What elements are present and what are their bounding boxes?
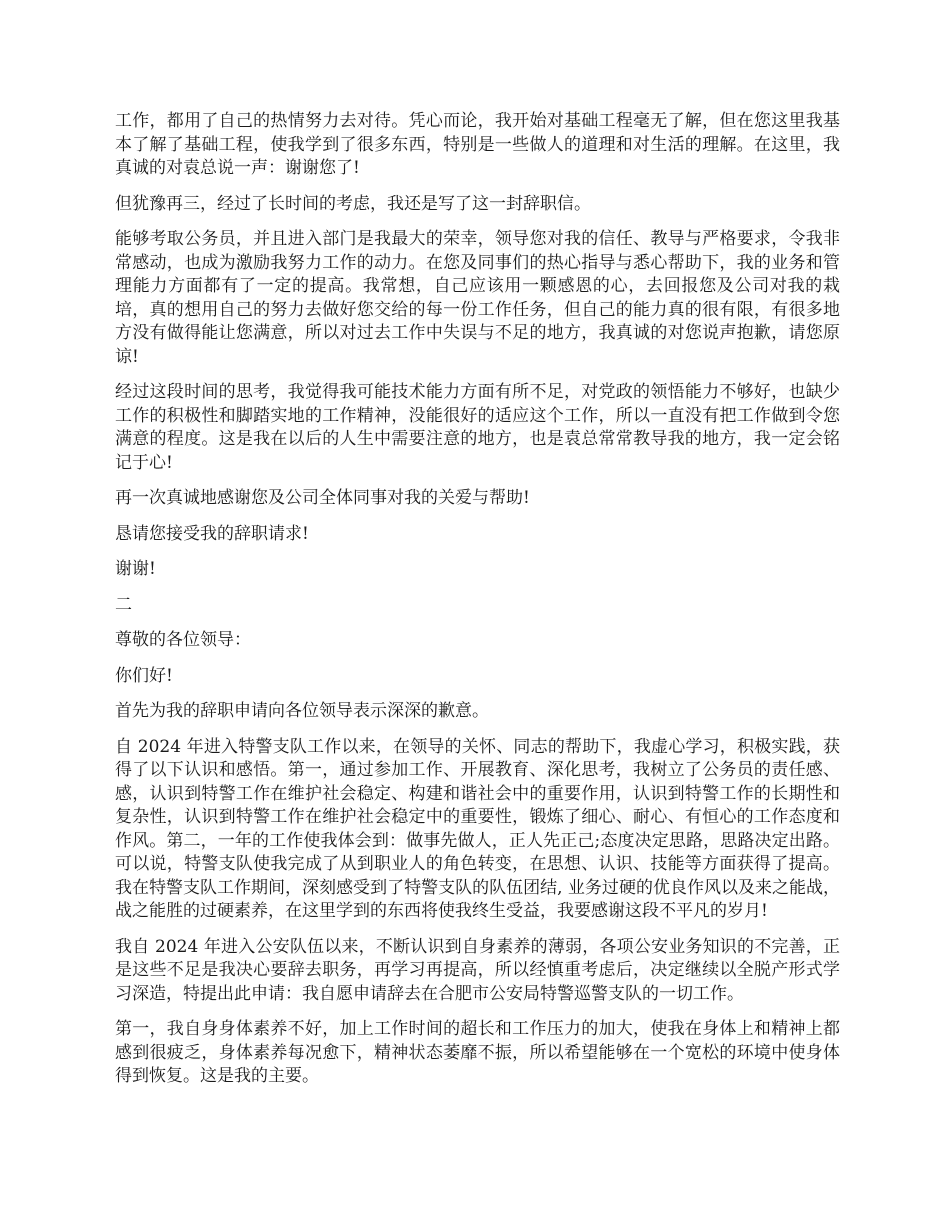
paragraph-gratitude: 工作，都用了自己的热情努力去对待。凭心而论，我开始对基础工程毫无了解，但在您这里我基本了解了基础工程，使我学到了很多东西，特别是一些做人的道理和对生活的理解。在这里，我真诚的对袁总说一声：谢谢您了! xyxy=(115,111,840,178)
document-page xyxy=(115,110,840,1101)
paragraph-civil-service: 能够考取公务员，并且进入部门是我最大的荣幸，领导您对我的信任、教导与严格要求，令我非常感动，也成为激励我努力工作的动力。在您及同事们的热心指导与悉心帮助下，我的业务和管理能力方面都有了一定的提高。我常想，自己应该用一颗感恩的心，去回报您及公司对我的栽培，真的想用自己的努力去做好您交给的每一份工作任务，但自己的能力真的很有限，有很多地方没有做得能让您满意，所以对过去工作中失误与不足的地方，我真诚的对您说声抱歉，请您原谅! xyxy=(115,229,840,367)
paragraph-reflection: 经过这段时间的思考，我觉得我可能技术能力方面有所不足，对党政的领悟能力不够好，也缺少工作的积极性和脚踏实地的工作精神，没能很好的适应这个工作，所以一直没有把工作做到令您满意的程度。这是我在以后的人生中需要注意的地方，也是袁总常常教导我的地方，我一定会铭记于心! xyxy=(115,382,840,473)
paragraph-health: 第一，我自身身体素养不好，加上工作时间的超长和工作压力的加大，使我在身体上和精神上都感到很疲乏，身体素养每况愈下，精神状态萎靡不振，所以希望能够在一个宽松的环境中使身体得到恢复。这是我的主要。 xyxy=(115,1019,840,1086)
paragraph-thanks-again: 再一次真诚地感谢您及公司全体同事对我的关爱与帮助! xyxy=(115,488,530,508)
greeting: 你们好! xyxy=(115,665,173,686)
paragraph-apology: 首先为我的辞职申请向各位领导表示深深的歉意。 xyxy=(115,701,489,721)
salutation: 尊敬的各位领导： xyxy=(115,630,251,650)
section-number: 二 xyxy=(115,594,132,615)
paragraph-special-police: 自 2024 年进入特警支队工作以来，在领导的关怀、同志的帮助下，我虚心学习，积极实践，获得了以下认识和感悟。第一，通过参加工作、开展教育、深化思考，我树立了公务员的责任感、感，认识到特警工作在维护社会稳定、构建和谐社会中的重要作用，认识到特警工作的长期性和复杂性，认识到特警工作在维护社会稳定中的重要性，锻炼了细心、耐心、有恒心的工作态度和作风。第二，一年的工作使我体会到：做事先做人，正人先正己;态度决定思路，思路决定出路。可以说，特警支队使我完成了从到职业人的角色转变，在思想、认识、技能等方面获得了提高。我在特警支队工作期间，深刻感受到了特警支队的队伍团结, 业务过硬的优良作风以及来之能战，战之能胜的过硬素养，在这里学到的东西将使我终生受益，我要感谢这段不平凡的岁月! xyxy=(115,736,840,921)
paragraph-thank-you: 谢谢! xyxy=(115,559,156,579)
paragraph-hesitation: 但犹豫再三，经过了长时间的考虑，我还是写了这一封辞职信。 xyxy=(115,193,591,214)
paragraph-resignation-reason: 我自 2024 年进入公安队伍以来，不断认识到自身素养的薄弱，各项公安业务知识的不完善，正是这些不足是我决心要辞去职务，再学习再提高，所以经慎重考虑后，决定继续以全脱产形式学习深造，特提出此申请：我自愿申请辞去在合肥市公安局特警巡警支队的一切工作。 xyxy=(115,936,840,1004)
paragraph-request: 恳请您接受我的辞职请求! xyxy=(115,523,309,544)
